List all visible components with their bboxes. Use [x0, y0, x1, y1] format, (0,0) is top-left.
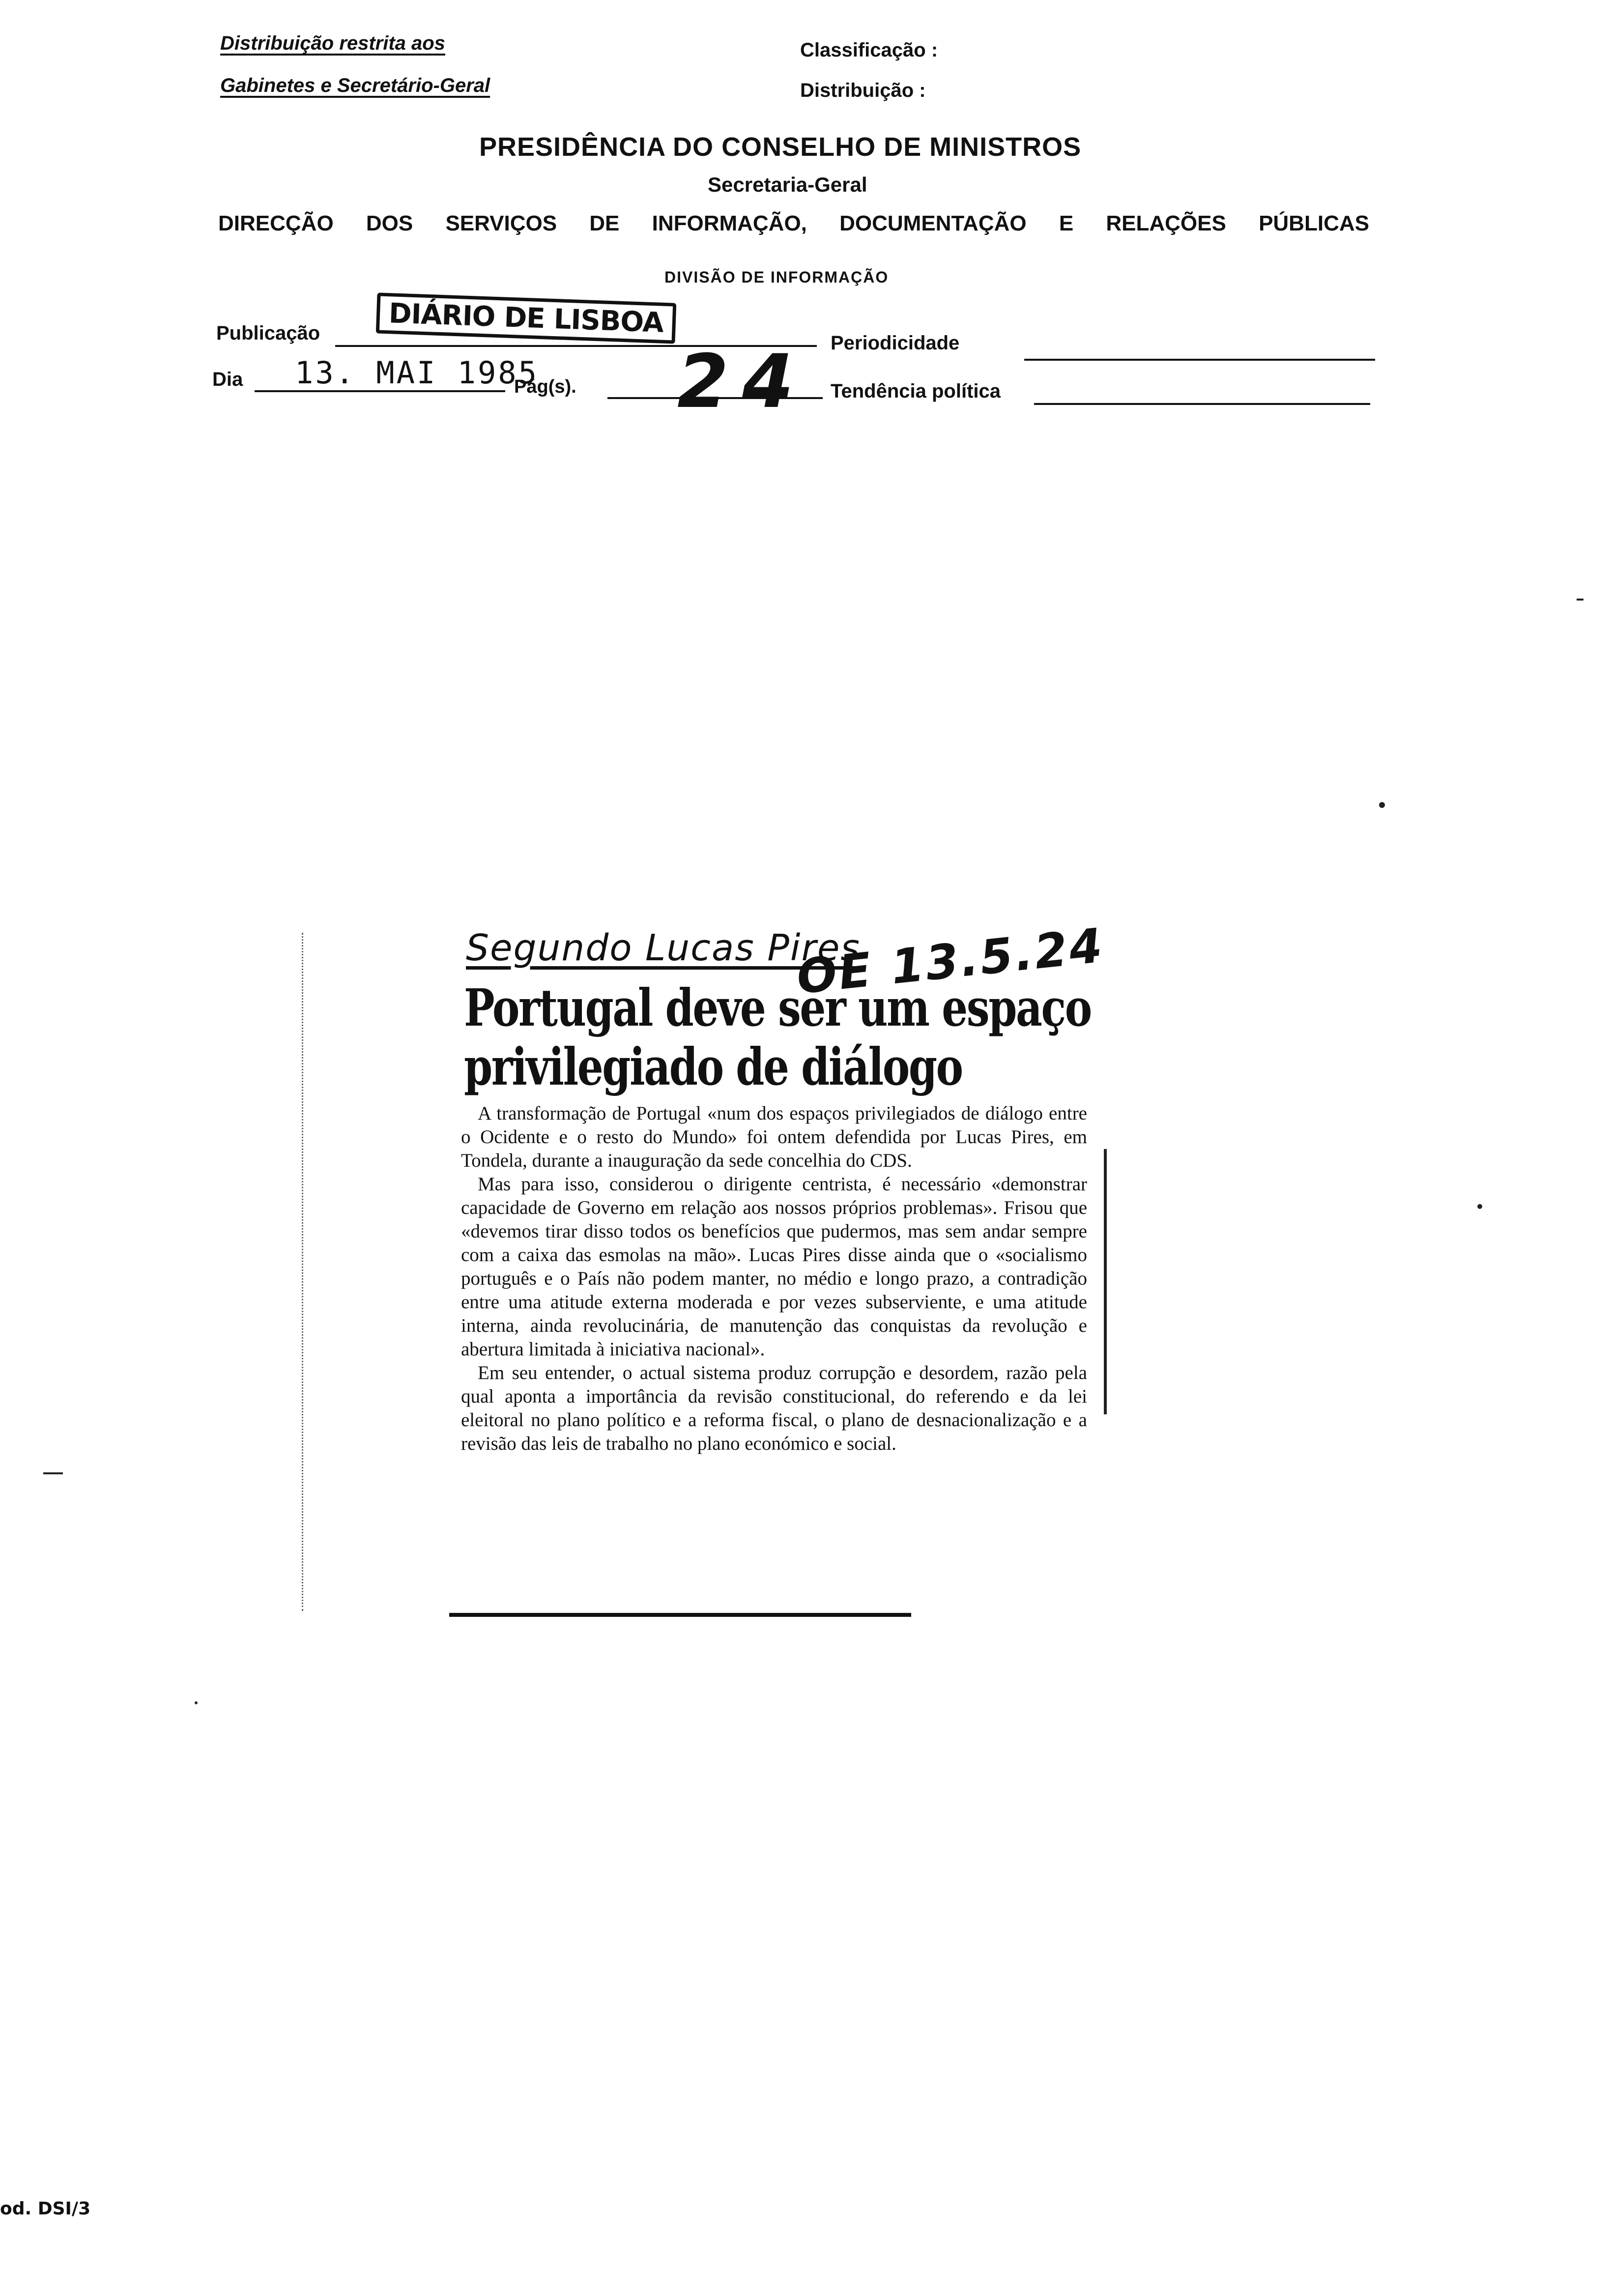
- publication-stamp: DIÁRIO DE LISBOA: [376, 292, 676, 344]
- clipping-left-border: [302, 933, 305, 1611]
- scan-speck: [1577, 599, 1583, 601]
- directorate-word: PÚBLICAS: [1259, 211, 1369, 235]
- directorate-word: DOS: [366, 211, 413, 235]
- clipping-bottom-rule: [449, 1613, 911, 1617]
- scan-speck: [43, 1472, 63, 1474]
- distribution-restriction-line1: Distribuição restrita aos: [220, 32, 445, 54]
- date-stamp: 13. MAI 1985: [295, 355, 539, 391]
- clipping-paragraph: A transformação de Portugal «num dos espaços privilegiados de diálogo entre o Ocidente e o resto do Mundo» foi ontem defendida por Lucas Pires, em Tondela, durante a inauguração da sede concelhia do CDS.: [461, 1103, 1087, 1171]
- directorate-word: SERVIÇOS: [445, 211, 557, 235]
- scan-speck: [1477, 1204, 1482, 1209]
- clipping-headline-line1: Portugal deve ser um espaço: [464, 977, 1091, 1038]
- directorate-word: DOCUMENTAÇÃO: [839, 211, 1027, 235]
- clipping-kicker: Segundo Lucas Pires: [466, 927, 861, 969]
- directorate-word: DE: [589, 211, 620, 235]
- distribution-label: Distribuição :: [800, 80, 926, 101]
- tendency-label: Tendência política: [831, 380, 1001, 402]
- directorate-word: DIRECÇÃO: [218, 211, 334, 235]
- clipping-paragraph: Mas para isso, considerou o dirigente centrista, é necessário «demonstrar capacidade de Governo em relação aos nossos próprios problemas». Frisou que «devemos tirar disso todos os benefícios que pudermos, mas sem andar sempre com a caixa das esmolas na mão». Lucas Pires disse ainda que o «socialismo português e o País não podem manter, no médio e longo prazo, a contradição entre uma atitude externa moderada e por vezes subserviente, e uma atitude interna, ainda revolucinária, de manutenção das conquistas da revolução e abertura limitada à iniciativa nacional».: [461, 1174, 1087, 1360]
- clipping-headline-line2: privilegiado de diálogo: [464, 1036, 962, 1097]
- scan-speck: [1379, 802, 1385, 808]
- periodicity-label: Periodicidade: [831, 332, 960, 354]
- presidency-title: PRESIDÊNCIA DO CONSELHO DE MINISTROS: [479, 132, 1082, 162]
- pages-handwritten: 24: [677, 339, 807, 425]
- clipping-body: [461, 1102, 1087, 1456]
- scan-speck: [195, 1701, 198, 1704]
- form-code: od. DSI/3: [0, 2199, 91, 2219]
- clipping-handwritten-note: OE 13.5.24: [794, 918, 1107, 1005]
- tendency-field-line: [1034, 403, 1370, 405]
- classification-label: Classificação :: [800, 39, 938, 61]
- division-title: DIVISÃO DE INFORMAÇÃO: [664, 268, 889, 286]
- periodicity-field-line: [1024, 359, 1375, 361]
- clipping-paragraph: Em seu entender, o actual sistema produz corrupção e desordem, razão pela qual aponta a importância da revisão constitucional, do referendo e da lei eleitoral no plano político e a reforma fiscal, o plano de desnacionalização e a revisão das leis de trabalho no plano económico e social.: [461, 1362, 1087, 1454]
- secretariat-title: Secretaria-Geral: [708, 173, 867, 196]
- directorate-title: [218, 211, 1369, 236]
- distribution-restriction-line2: Gabinetes e Secretário-Geral: [220, 75, 490, 96]
- directorate-word: RELAÇÕES: [1106, 211, 1226, 235]
- pages-label: Pág(s).: [514, 376, 576, 397]
- day-label: Dia: [212, 369, 243, 390]
- clipping-right-rule: [1104, 1149, 1107, 1414]
- directorate-word: E: [1059, 211, 1074, 235]
- publication-label: Publicação: [216, 322, 320, 344]
- directorate-word: INFORMAÇÃO,: [652, 211, 807, 235]
